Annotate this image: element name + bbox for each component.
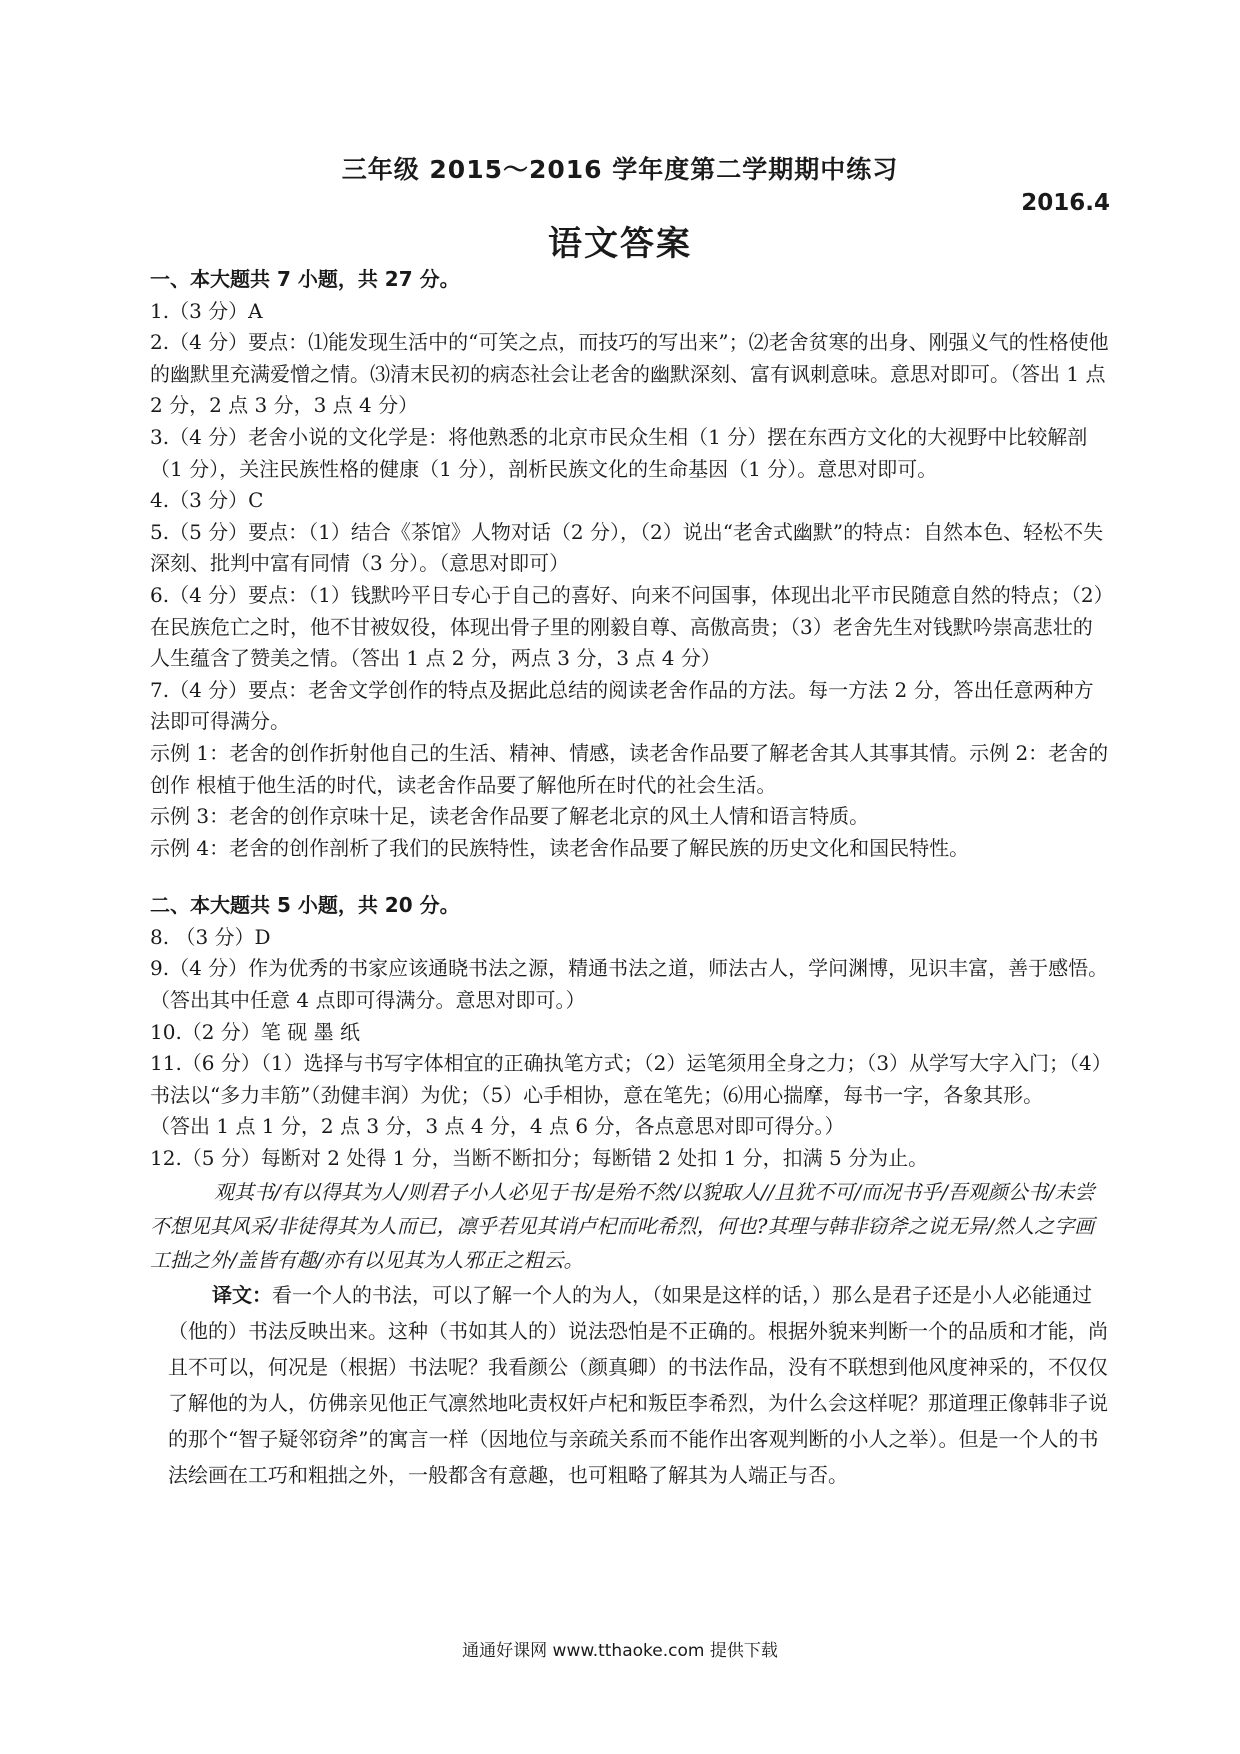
translation-paragraph [150, 1277, 1112, 1493]
punctuated-passage: 观其书/有以得其为人/则君子小人必见于书/是殆不然/以貌取人//且犹不可/而况书乎/吾观颜公书/未尝不想见其风采/非徒得其为人而已，凛乎若见其诮卢杞而叱希烈，何也?其理与韩非窃斧之说无异/然人之字画工拙之外/盖皆有趣/亦有以见其为人邪正之粗云。 [150, 1179, 1095, 1272]
answer-item: 3.（4 分）老舍小说的文化学是：将他熟悉的北京市民众生相（1 分）摆在东西方文化的大视野中比较解剖（1 分），关注民族性格的健康（1 分），剖析民族文化的生命基因（1 分）。意思对即可。 [150, 424, 1088, 481]
answer-item: 1.（3 分）A [150, 298, 263, 323]
section-heading: 一、本大题共 7 小题，共 27 分。 [150, 267, 460, 291]
translation-text: 看一个人的书法，可以了解一个人的为人，（如果是这样的话，）那么是君子还是小人必能通过（他的）书法反映出来。这种（书如其人的）说法恐怕是不正确的。根据外貌来判断一个的品质和才能，尚且不可以，何况是（根据）书法呢？我看颜公（颜真卿）的书法作品，没有不联想到他风度神采的，不仅仅了解他的为人，仿佛亲见他正气凛然地叱责权奸卢杞和叛臣李希烈，为什么会这样呢？那道理正像韩非子说的那个“智子疑邻窃斧”的寓言一样（因地位与亲疏关系而不能作出客观判断的小人之举）。但是一个人的书法绘画在工巧和粗拙之外，一般都含有意趣，也可粗略了解其为人端正与否。 [168, 1282, 1108, 1487]
answer-item: 12.（5 分）每断对 2 处得 1 分，当断不断扣分；每断错 2 处扣 1 分，扣满 5 分为止。 [150, 1146, 929, 1171]
download-footer: 通通好课网 www.tthaoke.com 提供下载 [462, 1641, 778, 1661]
answer-item: 2.（4 分）要点：⑴能发现生活中的“可笑之点，而技巧的写出来”；⑵老舍贫寒的出身、刚强义气的性格使他的幽默里充满爱憎之情。⑶清末民初的病态社会让老舍的幽默深刻、富有讽刺意味。意思对即可。（答出 1 点 2 分，2 点 3 分，3 点 4 分） [150, 330, 1109, 418]
translation-label: 译文： [212, 1282, 272, 1307]
answer-item: 5.（5 分）要点：（1）结合《茶馆》人物对话（2 分），（2）说出“老舍式幽默”的特点：自然本色、轻松不失深刻、批判中富有同情（3 分）。（意思对即可） [150, 519, 1104, 576]
answer-item: 8. （3 分）D [150, 924, 271, 949]
answer-item: 10.（2 分）笔 砚 墨 纸 [150, 1019, 360, 1044]
answer-item: 7.（4 分）要点：老舍文学创作的特点及据此总结的阅读老舍作品的方法。每一方法 2 分，答出任意两种方法即可得满分。 [150, 677, 1094, 734]
subject-heading: 语文答案 [548, 224, 692, 264]
answer-item: 9.（4 分）作为优秀的书家应该通晓书法之源，精通书法之道，师法古人，学问渊博，见识丰富，善于感悟。（答出其中任意 4 点即可得满分。意思对即可。） [150, 956, 1109, 1013]
answer-item: 4.（3 分）C [150, 488, 264, 513]
section-heading: 二、本大题共 5 小题，共 20 分。 [150, 893, 460, 918]
answer-item: 11.（6 分）（1）选择与书写字体相宜的正确执笔方式；（2）运笔须用全身之力；（3）从学写大字入门；（4）书法以“多力丰筋”（劲健丰润）为优；（5）心手相协，意在笔先；⑹用心揣摩，每书一字，各象其形。 [150, 1051, 1102, 1107]
answer-example: 示例 4：老舍的创作剖析了我们的民族特性，读老舍作品要了解民族的历史文化和国民特性。 [150, 835, 970, 860]
answer-example: 示例 1：老舍的创作折射他自己的生活、精神、情感，读老舍作品要了解老舍其人其事其情。示例 2：老舍的创作 根植于他生活的时代，读老舍作品要了解他所在时代的社会生活。 [150, 740, 1109, 797]
answer-item: 6.（4 分）要点：（1）钱默吟平日专心于自己的喜好、向来不问国事，体现出北平市民随意自然的特点；（2）在民族危亡之时，他不甘被奴役，体现出骨子里的刚毅自尊、高傲高贵；（3）老舍先生对钱默吟崇高悲壮的人生蕴含了赞美之情。（答出 1 点 2 分，两点 3 分，3 点 4 分） [150, 582, 1104, 671]
exam-date: 2016.4 [1021, 190, 1110, 216]
section-spacer [150, 864, 1110, 890]
answer-example: 示例 3：老舍的创作京味十足，读老舍作品要了解老北京的风土人情和语言特质。 [150, 804, 870, 829]
answer-note: （答出 1 点 1 分，2 点 3 分，3 点 4 分，4 点 6 分，各点意思对即可得分。） [150, 1114, 845, 1139]
answer-body [150, 264, 1110, 1493]
page-title: 三年级 2015～2016 学年度第二学期期中练习 [341, 155, 899, 184]
